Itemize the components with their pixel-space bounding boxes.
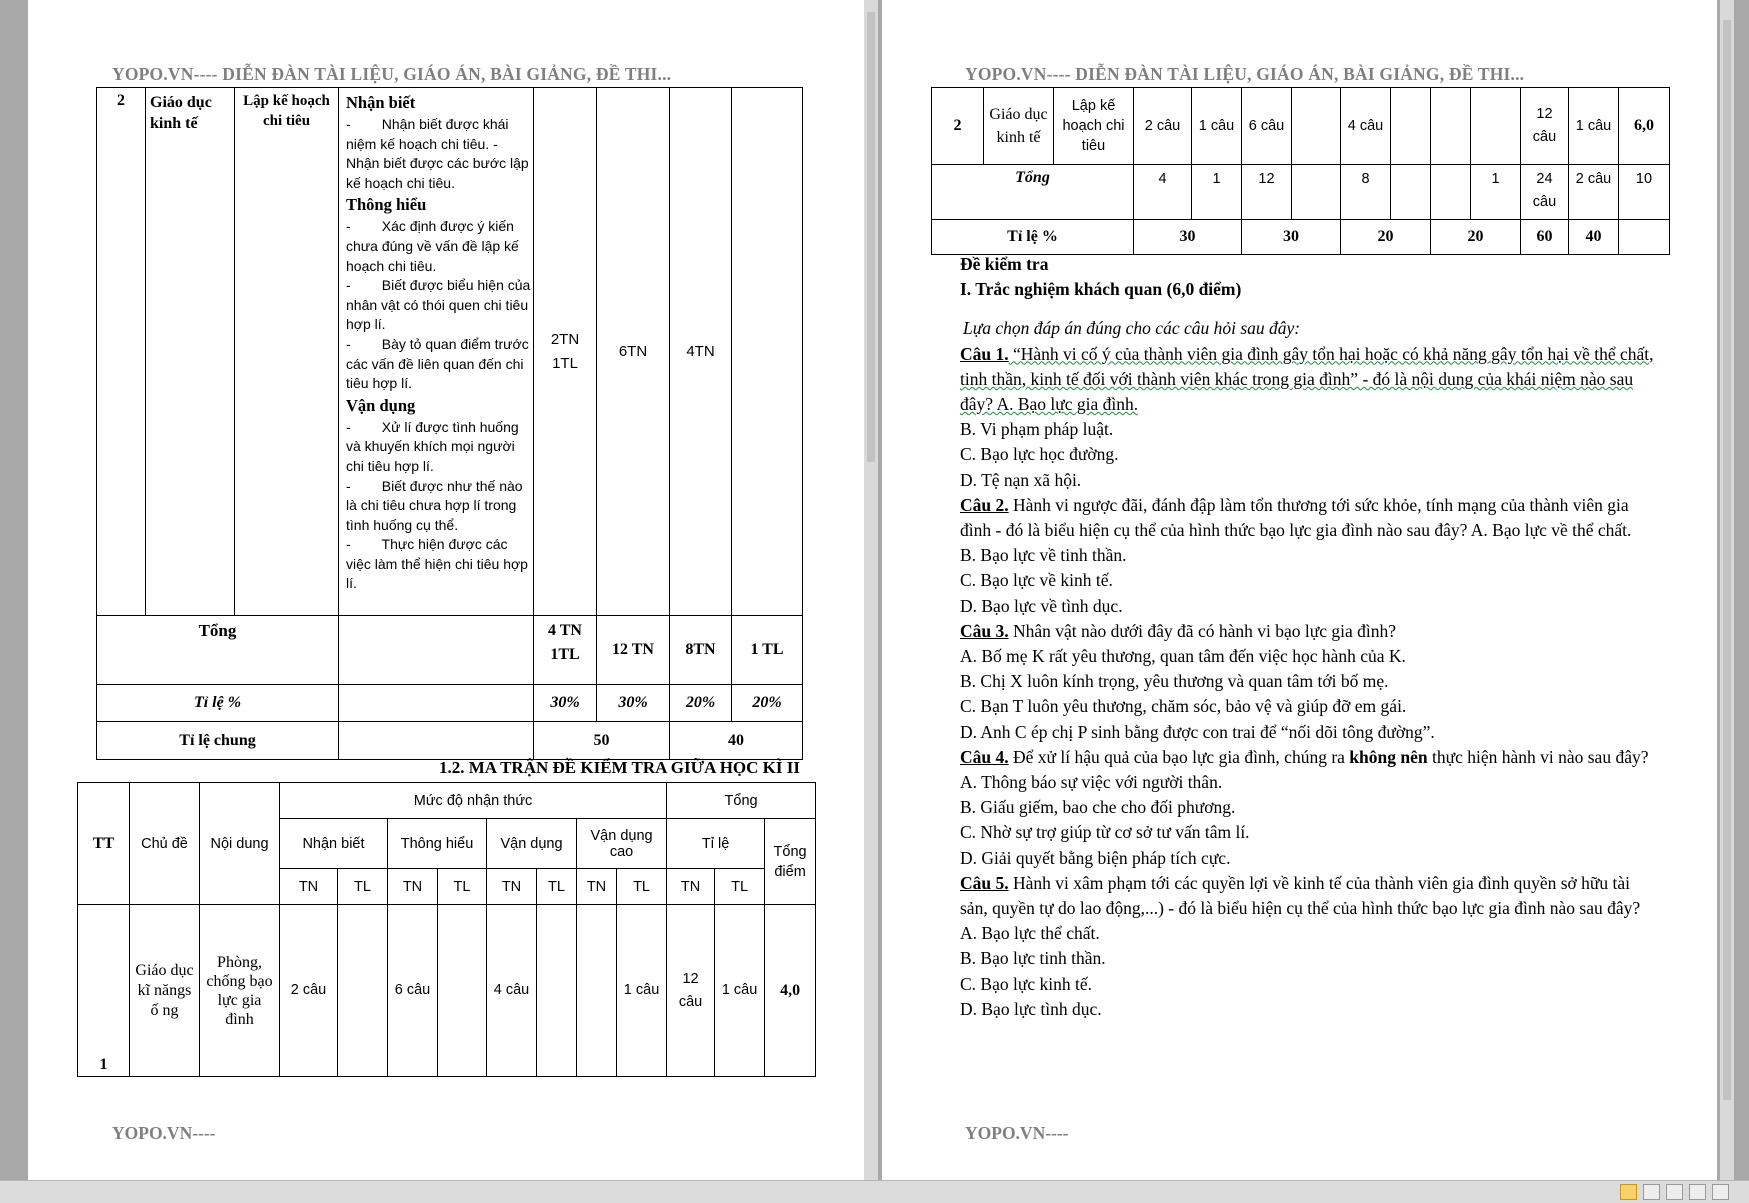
option: D. Bạo lực tình dục. <box>960 998 1102 1019</box>
spec-ratio-label: Tỉ lệ % <box>97 685 339 722</box>
matrix-h-content: Nội dung <box>200 783 280 905</box>
spec-total-nb2: 1TL <box>550 646 580 663</box>
matrix-total-cell: 24 câu <box>1521 165 1569 220</box>
matrix-ratio-th: 30 <box>1242 220 1341 255</box>
matrix-ratio-score <box>1619 220 1670 255</box>
spec-th: 6TN <box>597 88 670 616</box>
matrix-r2-cell <box>1292 88 1341 165</box>
matrix-r1-cell <box>537 905 577 1077</box>
matrix-total-cell: 1 <box>1471 165 1521 220</box>
spec-general-label: Tỉ lệ chung <box>97 722 339 760</box>
matrix-r1-cell <box>338 905 388 1077</box>
option: D. Bạo lực về tình dục. <box>960 595 1123 616</box>
req-item: - Biết được như thế nào là chi tiêu chưa hợp lí trong tình huống cụ thể. <box>346 477 523 533</box>
spec-total-nb <box>534 616 597 685</box>
spec-nb2: 1TL <box>552 354 578 372</box>
option: A. Thông báo sự việc với người thân. <box>960 772 1223 793</box>
req-item: - Biết được biểu hiện của nhân vật có thói quen chi tiêu hợp lí. <box>346 277 531 333</box>
option: B. Giấu giếm, bao che cho đối phương. <box>960 797 1236 818</box>
spec-ratio-th: 30% <box>597 685 670 722</box>
spec-total-nb1: 4 TN <box>548 622 582 639</box>
req-item: - Bày tỏ quan điểm trước các vấn đề liên quan đến chi tiêu hợp lí. <box>346 335 529 392</box>
option: B. Bạo lực tinh thần. <box>960 948 1106 969</box>
matrix-h-total: Tổng <box>667 783 816 819</box>
matrix-total-cell <box>1292 165 1341 220</box>
section-title: 1.2. MA TRẬN ĐỀ KIỂM TRA GIỮA HỌC KÌ II <box>439 758 800 777</box>
exam-body <box>960 252 1660 1022</box>
option: A. Bố mẹ K rất yêu thương, quan tâm đến việc học hành của K. <box>960 646 1406 667</box>
matrix-r1-tt: 1 <box>78 905 130 1077</box>
outline-view-icon[interactable] <box>1689 1184 1706 1200</box>
question-4 <box>960 745 1660 770</box>
matrix-r1-cell: 6 câu <box>388 905 438 1077</box>
matrix-sub: TL <box>537 869 577 905</box>
question-text: Để xử lí hậu quả của bạo lực gia đình, chúng ra <box>1008 746 1350 767</box>
matrix-r2-score: 6,0 <box>1619 88 1670 165</box>
matrix-ratio-vd: 20 <box>1341 220 1431 255</box>
question-label: Câu 4. <box>960 746 1009 767</box>
matrix-sub: TN <box>487 869 537 905</box>
option: B. Vi phạm pháp luật. <box>960 419 1114 440</box>
matrix-total-score: 10 <box>1619 165 1670 220</box>
spec-unit: Lập kế hoạch chi tiêu <box>235 88 339 616</box>
spec-total-vd: 8TN <box>670 616 732 685</box>
question-2 <box>960 493 1660 543</box>
matrix-r2-cell <box>1391 88 1431 165</box>
question-label: Câu 2. <box>960 494 1009 515</box>
matrix-total-cell <box>1431 165 1471 220</box>
spec-general-a: 50 <box>534 722 670 760</box>
question-3 <box>960 619 1660 644</box>
spec-general-row <box>97 722 803 760</box>
matrix-h-nb: Nhận biết <box>280 819 388 869</box>
matrix-sub: TN <box>280 869 338 905</box>
matrix-total-cell: 8 <box>1341 165 1391 220</box>
question-5 <box>960 871 1660 921</box>
question-emphasis: không nên <box>1349 746 1428 767</box>
matrix-r2-tt: 2 <box>932 88 984 165</box>
matrix-sub: TN <box>667 869 715 905</box>
matrix-sub: TL <box>338 869 388 905</box>
spec-vdc <box>732 88 803 616</box>
spec-total-empty <box>339 616 534 685</box>
matrix-r1-content: Phòng, chống bạo lực gia đình <box>200 905 280 1077</box>
question-text: thực hiện hành vi nào sau đây? <box>1427 746 1649 767</box>
matrix-ratio-row <box>932 220 1670 255</box>
left-page-scrollbar[interactable] <box>864 0 878 1180</box>
matrix-r2-cell: 1 câu <box>1569 88 1619 165</box>
spec-ratio-row <box>97 685 803 722</box>
req-heading-vd: Vận dụng <box>346 395 416 415</box>
matrix-r2-cell <box>1431 88 1471 165</box>
exam-title: Đề kiểm tra <box>960 254 1049 274</box>
matrix-r2-cell: 6 câu <box>1242 88 1292 165</box>
matrix-r1-cell: 4 câu <box>487 905 537 1077</box>
matrix-sub: TL <box>715 869 765 905</box>
option: D. Giải quyết bằng biện pháp tích cực. <box>960 847 1231 868</box>
status-bar <box>0 1180 1749 1203</box>
matrix-total-label: Tổng <box>932 165 1134 220</box>
instruction: Lựa chọn đáp án đúng cho các câu hỏi sau đây: <box>963 318 1301 339</box>
spec-stt: 2 <box>97 88 146 616</box>
matrix-r2-content: Lập kế hoạch chi tiêu <box>1054 88 1134 165</box>
spec-row-2 <box>97 88 803 616</box>
full-screen-reading-view-icon[interactable] <box>1643 1184 1660 1200</box>
matrix-r1-cell: 1 câu <box>617 905 667 1077</box>
option: C. Nhờ sự trợ giúp từ cơ sở tư vấn tâm lí. <box>960 822 1250 843</box>
matrix-r2-cell: 12 câu <box>1521 88 1569 165</box>
document-page-right <box>882 0 1717 1180</box>
option: C. Bạo lực học đường. <box>960 444 1119 465</box>
question-text: Hành vi xâm phạm tới các quyền lợi về kinh tế của thành viên gia đình quyền sở hữu tài sản, quyền tự do lao động,...) - đó là biểu hiện cụ thể của hình thức bạo lực gia đình nào sau đây? <box>960 872 1641 919</box>
spec-topic: Giáo dục kinh tế <box>146 88 235 616</box>
question-text: “Hành vi cố ý của thành viên gia đình gây tổn hại hoặc có khả năng gây tổn hại về thể chất, tinh thần, kinh tế đối với thành viên khác trong gia đình” - đó là nội dung của khái niệm nào sau đây? A. Bạo lực gia đình. <box>960 343 1654 415</box>
matrix-ratio-label: Tỉ lệ % <box>932 220 1134 255</box>
spec-total-th: 12 TN <box>597 616 670 685</box>
matrix-sub: TN <box>577 869 617 905</box>
req-item: - Xử lí được tình huống và khuyến khích mọi người chi tiêu hợp lí. <box>346 418 519 474</box>
matrix-r1-cell: 1 câu <box>715 905 765 1077</box>
spec-total-row <box>97 616 803 685</box>
spec-ratio-empty <box>339 685 534 722</box>
matrix-r1-topic: Giáo dục kĩ năngsố ng <box>130 905 200 1077</box>
matrix-r1-cell: 12 câu <box>667 905 715 1077</box>
spec-ratio-vd: 20% <box>670 685 732 722</box>
matrix-sub: TL <box>617 869 667 905</box>
matrix-ratio-tl: 40 <box>1569 220 1619 255</box>
matrix-total-cell <box>1391 165 1431 220</box>
matrix-header-row1 <box>78 783 816 819</box>
question-label: Câu 5. <box>960 872 1009 893</box>
question-text: Nhân vật nào dưới đây đã có hành vi bạo lực gia đình? <box>1008 620 1396 641</box>
spec-nb: 2TN <box>550 330 580 348</box>
matrix-row-1 <box>78 905 816 1077</box>
matrix-r2-cell <box>1471 88 1521 165</box>
matrix-r1-score: 4,0 <box>765 905 816 1077</box>
matrix-ratio-tn: 60 <box>1521 220 1569 255</box>
spec-vd: 4TN <box>670 88 732 616</box>
spec-requirements <box>339 88 534 616</box>
option: D. Anh C ép chị P sinh bằng được con trai để “nối dõi tông đường”. <box>960 721 1435 742</box>
question-1 <box>960 342 1660 418</box>
matrix-total-row <box>932 165 1670 220</box>
matrix-total-cell: 2 câu <box>1569 165 1619 220</box>
matrix-h-ratio: Tỉ lệ <box>667 819 765 869</box>
req-item: - Xác định được ý kiến chưa đúng về vấn đề lập kế hoạch chi tiêu. <box>346 218 519 274</box>
req-heading-th: Thông hiểu <box>346 195 427 215</box>
matrix-row-2 <box>932 88 1670 165</box>
page-header: YOPO.VN---- DIỄN ĐÀN TÀI LIỆU, GIÁO ÁN, BÀI GIẢNG, ĐỀ THI... <box>112 64 672 84</box>
matrix-r2-cell: 4 câu <box>1341 88 1391 165</box>
specification-table <box>96 87 803 760</box>
option: D. Tệ nạn xã hội. <box>960 469 1082 490</box>
part-title: I. Trắc nghiệm khách quan (6,0 điểm) <box>960 279 1242 300</box>
question-label: Câu 1. <box>960 343 1009 364</box>
spec-general-empty <box>339 722 534 760</box>
matrix-r2-topic: Giáo dục kinh tế <box>984 88 1054 165</box>
matrix-sub: TL <box>438 869 487 905</box>
right-page-scrollbar[interactable] <box>1720 0 1734 1180</box>
matrix-h-tt: TT <box>78 783 130 905</box>
print-layout-view-icon[interactable] <box>1620 1184 1637 1200</box>
page-footer: YOPO.VN---- <box>965 1123 1069 1143</box>
spec-nb-cell <box>534 88 597 616</box>
page-header: YOPO.VN---- DIỄN ĐÀN TÀI LIỆU, GIÁO ÁN, BÀI GIẢNG, ĐỀ THI... <box>965 64 1525 84</box>
page-footer: YOPO.VN---- <box>112 1123 216 1143</box>
spec-total-label: Tổng <box>97 616 339 685</box>
matrix-total-cell: 12 <box>1242 165 1292 220</box>
option: C. Bạn T luôn yêu thương, chăm sóc, bảo vệ và giúp đỡ em gái. <box>960 696 1407 717</box>
spec-general-b: 40 <box>670 722 803 760</box>
matrix-h-th: Thông hiểu <box>388 819 487 869</box>
matrix-h-levels: Mức độ nhận thức <box>280 783 667 819</box>
matrix-r1-cell <box>577 905 617 1077</box>
document-page-left <box>28 0 864 1180</box>
req-item: - Thực hiện được các việc làm thể hiện chi tiêu hợp lí. <box>346 536 528 592</box>
spec-ratio-nb: 30% <box>534 685 597 722</box>
matrix-r2-cell: 2 câu <box>1134 88 1192 165</box>
matrix-h-topic: Chủ đề <box>130 783 200 905</box>
matrix-total-cell: 4 <box>1134 165 1192 220</box>
option: A. Bạo lực thể chất. <box>960 923 1100 944</box>
exam-matrix-continued <box>931 87 1670 255</box>
option: C. Bạo lực về kinh tế. <box>960 570 1113 591</box>
option: C. Bạo lực kinh tế. <box>960 973 1092 994</box>
matrix-r1-cell <box>438 905 487 1077</box>
draft-view-icon[interactable] <box>1712 1184 1729 1200</box>
scroll-thumb[interactable] <box>867 12 875 462</box>
web-layout-view-icon[interactable] <box>1666 1184 1683 1200</box>
matrix-r2-cell: 1 câu <box>1192 88 1242 165</box>
matrix-total-cell: 1 <box>1192 165 1242 220</box>
req-item: - Nhận biết được khái niệm kế hoạch chi tiêu. - Nhận biết được các bước lập kế hoạch chi tiêu. <box>346 116 529 191</box>
matrix-h-vdc: Vận dụng cao <box>577 819 667 869</box>
question-text: Hành vi ngược đãi, đánh đập làm tổn thương tới sức khỏe, tính mạng của thành viên gia đình - đó là biểu hiện cụ thể của hình thức bạo lực gia đình nào sau đây? A. Bạo lực về thể chất. <box>960 494 1632 541</box>
matrix-h-score: Tổng điểm <box>765 819 816 905</box>
question-label: Câu 3. <box>960 620 1009 641</box>
matrix-sub: TN <box>388 869 438 905</box>
matrix-r1-cell: 2 câu <box>280 905 338 1077</box>
spec-ratio-vdc: 20% <box>732 685 803 722</box>
matrix-h-vd: Vận dụng <box>487 819 577 869</box>
option: B. Chị X luôn kính trọng, yêu thương và quan tâm tới bố mẹ. <box>960 671 1389 692</box>
req-heading-nb: Nhận biết <box>346 93 416 112</box>
exam-matrix-table <box>77 782 816 1077</box>
option: B. Bạo lực về tinh thần. <box>960 545 1127 566</box>
spec-total-vdc: 1 TL <box>732 616 803 685</box>
scroll-thumb[interactable] <box>1723 20 1731 1100</box>
matrix-ratio-nb: 30 <box>1134 220 1242 255</box>
matrix-ratio-vdc: 20 <box>1431 220 1521 255</box>
